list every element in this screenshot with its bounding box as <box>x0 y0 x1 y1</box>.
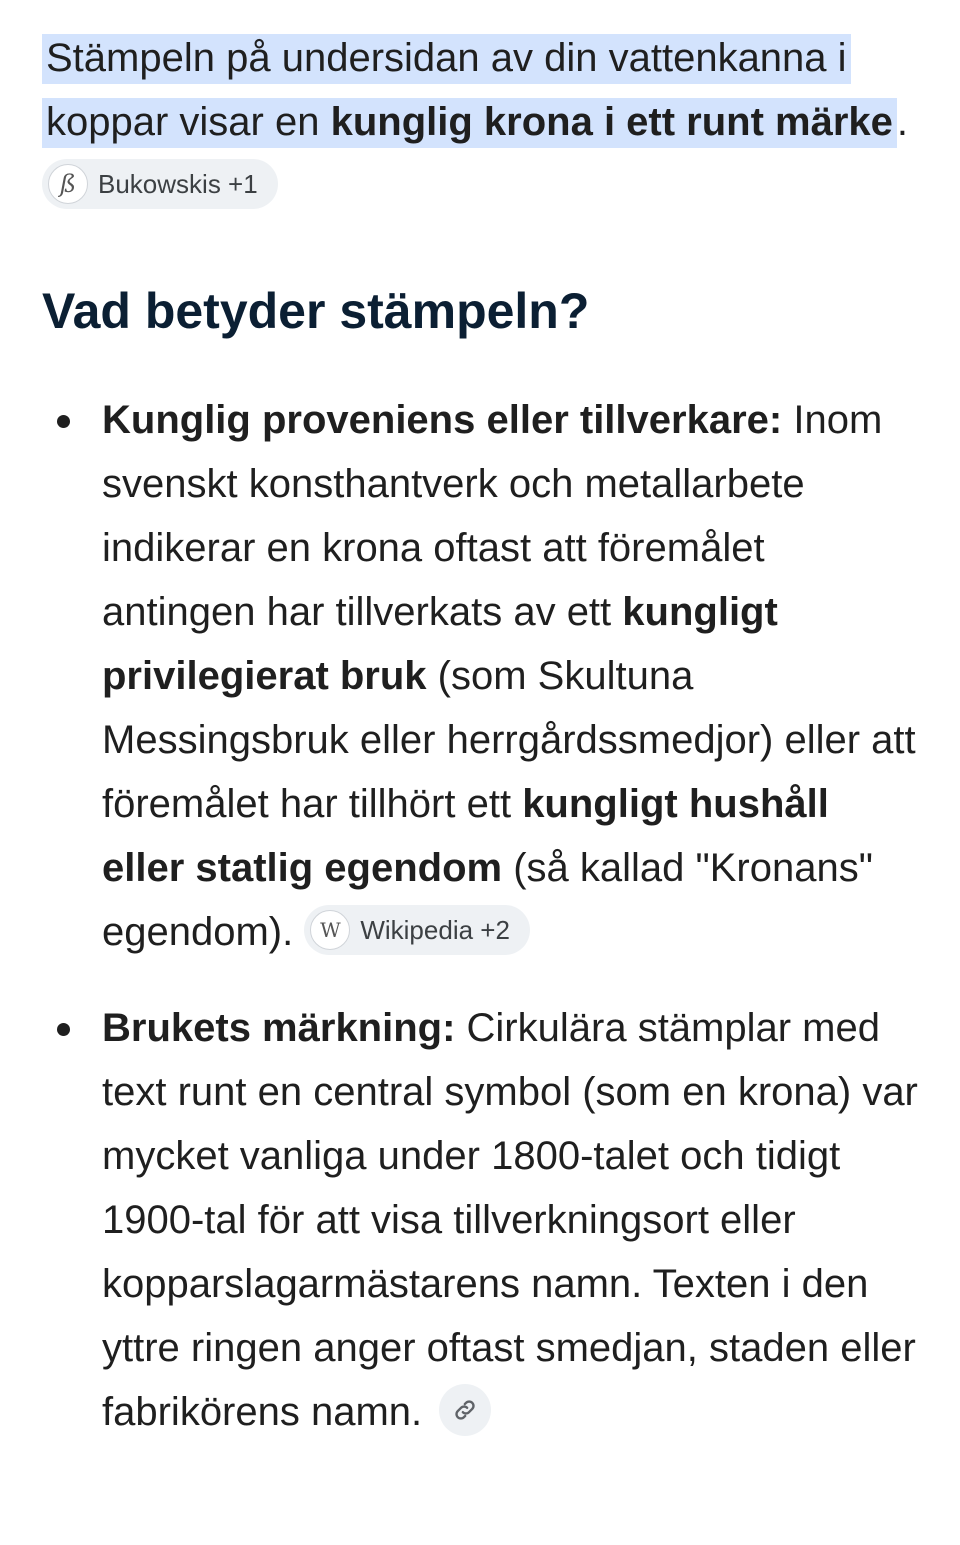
source-chip-bukowskis[interactable] <box>42 159 278 209</box>
list-item <box>0 996 960 1444</box>
source-chip-label: Bukowskis +1 <box>98 169 258 200</box>
list-item-text: Inom svenskt konsthantverk och metallarbete indikerar en krona oftast att föremålet antingen har tillverkats av ett <box>102 398 883 634</box>
link-icon <box>452 1397 478 1423</box>
bukowskis-logo-icon: ß <box>48 164 88 204</box>
list-item-title: Kunglig proveniens eller tillverkare: <box>102 398 783 442</box>
source-chip-label: Wikipedia +2 <box>360 915 510 946</box>
list-item-text: (så kallad "Kronans" egendom). <box>102 846 873 954</box>
source-chip-wikipedia[interactable] <box>304 905 530 955</box>
section-heading: Vad betyder stämpeln? <box>42 283 590 339</box>
wikipedia-logo-icon: W <box>310 910 350 950</box>
list-item-bold: kungligt privilegierat bruk <box>102 590 778 698</box>
list-item-text: (som Skultuna Messingsbruk eller herrgårdssmedjor) eller att föremålet har tillhört ett <box>102 654 916 826</box>
bullet-list <box>0 388 960 1444</box>
bullet-dot <box>57 1023 70 1036</box>
intro-paragraph <box>42 26 922 218</box>
link-button[interactable] <box>439 1384 491 1436</box>
intro-bold-text: kunglig krona i ett runt märke <box>330 100 893 144</box>
intro-highlight <box>42 34 897 148</box>
intro-text: Stämpeln på undersidan av din vattenkanna i koppar visar en <box>46 36 847 144</box>
bullet-dot <box>57 415 70 428</box>
list-item-title: Brukets märkning: <box>102 1006 456 1050</box>
list-item-bold: kungligt hushåll eller statlig egendom <box>102 782 829 890</box>
intro-period: . <box>896 100 909 144</box>
list-item <box>0 388 960 964</box>
list-item-text: Cirkulära stämplar med text runt en central symbol (som en krona) var mycket vanliga under 1800-talet och tidigt 1900-tal för att visa tillverkningsort eller kopparslagarmästarens namn. Texten i den yttre ringen anger oftast smedjan, staden eller fabrikörens namn. <box>102 1006 918 1434</box>
